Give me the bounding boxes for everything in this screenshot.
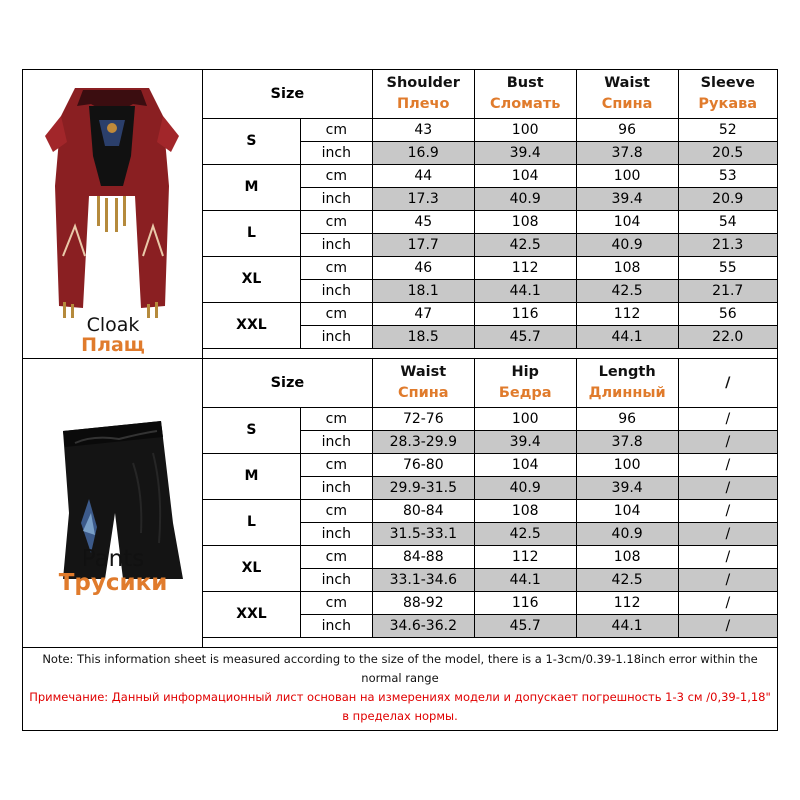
- pants-image-cell: [23, 359, 203, 647]
- note-english: Note: This information sheet is measured according to the size of the model, there is a 1-3cm/0.39-1.18inch error within the normal range: [42, 652, 758, 685]
- measurement-value: 20.9: [678, 187, 777, 210]
- pants-caption: [23, 547, 203, 595]
- measurement-value: 112: [576, 302, 678, 325]
- col-label-en: Waist: [400, 364, 447, 381]
- measurement-value: 46: [372, 256, 474, 279]
- measurement-value: 100: [474, 407, 576, 430]
- measurement-value: 100: [576, 453, 678, 476]
- cloak-image-cell: [23, 70, 203, 358]
- unit-label: cm: [300, 545, 372, 568]
- col-label-ru: Плечо: [396, 95, 450, 112]
- measurement-value: 52: [678, 118, 777, 141]
- unit-label: inch: [300, 430, 372, 453]
- measurement-value: 40.9: [576, 522, 678, 545]
- col-label-en: Waist: [604, 75, 650, 92]
- size-label: XL: [203, 545, 301, 591]
- size-label: S: [203, 118, 301, 164]
- measurement-value: 42.5: [474, 233, 576, 256]
- col-label-en: Hip: [511, 364, 539, 381]
- measurement-value: 44.1: [576, 325, 678, 348]
- measurement-value: 21.7: [678, 279, 777, 302]
- unit-label: inch: [300, 476, 372, 499]
- measurement-value: /: [678, 430, 777, 453]
- measurement-value: 72-76: [372, 407, 474, 430]
- unit-label: cm: [300, 591, 372, 614]
- pants-col-empty: [678, 359, 777, 407]
- measurement-value: 104: [576, 210, 678, 233]
- measurement-value: 17.7: [372, 233, 474, 256]
- measurement-value: 37.8: [576, 141, 678, 164]
- unit-label: inch: [300, 279, 372, 302]
- unit-label: cm: [300, 118, 372, 141]
- measurement-value: 47: [372, 302, 474, 325]
- size-label: XXL: [203, 302, 301, 348]
- measurement-value: /: [678, 614, 777, 637]
- col-label-en: Bust: [506, 75, 544, 92]
- pants-label-en: Pants: [81, 546, 145, 572]
- measurement-value: 22.0: [678, 325, 777, 348]
- pants-col-length: [576, 359, 678, 407]
- unit-label: cm: [300, 302, 372, 325]
- measurement-value: 116: [474, 591, 576, 614]
- pants-section: [23, 359, 777, 648]
- measurement-value: 45.7: [474, 614, 576, 637]
- pants-row-s-cm: [203, 407, 778, 430]
- measurement-value: 42.5: [474, 522, 576, 545]
- size-label: L: [203, 499, 301, 545]
- measurement-value: 100: [576, 164, 678, 187]
- cloak-size-table: [202, 70, 777, 349]
- cloak-row-xl-cm: [203, 256, 778, 279]
- col-label-en: Length: [598, 364, 656, 381]
- cloak-col-shoulder: [372, 70, 474, 118]
- measurement-value: /: [678, 407, 777, 430]
- measurement-value: /: [678, 591, 777, 614]
- note-section: [23, 648, 777, 726]
- measurement-value: 18.1: [372, 279, 474, 302]
- measurement-value: 104: [474, 164, 576, 187]
- measurement-value: 53: [678, 164, 777, 187]
- cloak-label-ru: Плащ: [81, 333, 145, 356]
- measurement-value: 42.5: [576, 568, 678, 591]
- size-chart: [22, 69, 778, 731]
- measurement-value: 112: [576, 591, 678, 614]
- measurement-value: 80-84: [372, 499, 474, 522]
- measurement-value: /: [678, 522, 777, 545]
- unit-label: inch: [300, 568, 372, 591]
- measurement-value: 39.4: [474, 141, 576, 164]
- cloak-col-sleeve: [678, 70, 777, 118]
- measurement-value: 33.1-34.6: [372, 568, 474, 591]
- size-label: XL: [203, 256, 301, 302]
- measurement-value: 40.9: [474, 476, 576, 499]
- measurement-value: /: [678, 545, 777, 568]
- unit-label: cm: [300, 453, 372, 476]
- size-label: XXL: [203, 591, 301, 637]
- col-label-ru: Рукава: [698, 95, 758, 112]
- unit-label: cm: [300, 210, 372, 233]
- col-label-ru: Спина: [397, 384, 449, 401]
- pants-label-ru: Трусики: [58, 570, 168, 597]
- pants-col-waist: [372, 359, 474, 407]
- pants-row-l-cm: [203, 499, 778, 522]
- measurement-value: 43: [372, 118, 474, 141]
- pants-row-m-cm: [203, 453, 778, 476]
- measurement-value: 44.1: [576, 614, 678, 637]
- unit-label: inch: [300, 233, 372, 256]
- measurement-value: 40.9: [576, 233, 678, 256]
- measurement-value: 42.5: [576, 279, 678, 302]
- measurement-value: 44.1: [474, 279, 576, 302]
- col-label-ru: Сломать: [489, 95, 561, 112]
- cloak-caption: [23, 316, 203, 356]
- measurement-value: 108: [576, 545, 678, 568]
- measurement-value: 44.1: [474, 568, 576, 591]
- cloak-label-en: Cloak: [86, 314, 140, 336]
- unit-label: cm: [300, 164, 372, 187]
- measurement-value: 45: [372, 210, 474, 233]
- unit-label: inch: [300, 187, 372, 210]
- unit-label: cm: [300, 407, 372, 430]
- pants-size-header: Size: [203, 359, 373, 407]
- measurement-value: 104: [576, 499, 678, 522]
- col-label-ru: Бедра: [498, 384, 552, 401]
- cloak-size-header: Size: [203, 70, 373, 118]
- measurement-value: /: [678, 499, 777, 522]
- measurement-value: 39.4: [576, 187, 678, 210]
- note-russian: Примечание: Данный информационный лист основан на измерениях модели и допускает погрешность 1-3 см /0,39-1,18" в пределах нормы.: [29, 690, 771, 723]
- measurement-value: 20.5: [678, 141, 777, 164]
- measurement-value: 100: [474, 118, 576, 141]
- unit-label: cm: [300, 256, 372, 279]
- measurement-value: 88-92: [372, 591, 474, 614]
- measurement-value: 39.4: [576, 476, 678, 499]
- cloak-col-bust: [474, 70, 576, 118]
- measurement-value: 16.9: [372, 141, 474, 164]
- pants-row-xl-cm: [203, 545, 778, 568]
- measurement-value: 18.5: [372, 325, 474, 348]
- cloak-row-m-cm: [203, 164, 778, 187]
- col-label-en: Sleeve: [700, 75, 755, 92]
- measurement-value: 44: [372, 164, 474, 187]
- size-label: M: [203, 453, 301, 499]
- measurement-value: /: [678, 453, 777, 476]
- measurement-value: 28.3-29.9: [372, 430, 474, 453]
- cloak-row-s-cm: [203, 118, 778, 141]
- measurement-value: 34.6-36.2: [372, 614, 474, 637]
- pants-row-xxl-cm: [203, 591, 778, 614]
- measurement-value: 56: [678, 302, 777, 325]
- measurement-value: 108: [474, 210, 576, 233]
- size-label: L: [203, 210, 301, 256]
- col-label-ru: Спина: [601, 95, 653, 112]
- pants-size-table: [202, 359, 777, 638]
- measurement-value: 40.9: [474, 187, 576, 210]
- measurement-value: 108: [576, 256, 678, 279]
- unit-label: inch: [300, 325, 372, 348]
- col-label-ru: Длинный: [588, 384, 666, 401]
- measurement-value: 84-88: [372, 545, 474, 568]
- size-label: M: [203, 164, 301, 210]
- measurement-value: 76-80: [372, 453, 474, 476]
- measurement-value: 112: [474, 545, 576, 568]
- measurement-value: 96: [576, 407, 678, 430]
- cloak-row-l-cm: [203, 210, 778, 233]
- unit-label: inch: [300, 522, 372, 545]
- measurement-value: 21.3: [678, 233, 777, 256]
- measurement-value: /: [678, 568, 777, 591]
- measurement-value: 104: [474, 453, 576, 476]
- measurement-value: 37.8: [576, 430, 678, 453]
- unit-label: inch: [300, 614, 372, 637]
- measurement-value: 17.3: [372, 187, 474, 210]
- measurement-value: 39.4: [474, 430, 576, 453]
- col-label-en: Shoulder: [386, 75, 460, 92]
- measurement-value: 54: [678, 210, 777, 233]
- measurement-value: 108: [474, 499, 576, 522]
- measurement-value: 29.9-31.5: [372, 476, 474, 499]
- cloak-row-xxl-cm: [203, 302, 778, 325]
- measurement-value: 45.7: [474, 325, 576, 348]
- measurement-value: 31.5-33.1: [372, 522, 474, 545]
- size-label: S: [203, 407, 301, 453]
- col-label-en: /: [725, 374, 731, 391]
- cloak-image: [23, 76, 201, 321]
- measurement-value: 116: [474, 302, 576, 325]
- measurement-value: 96: [576, 118, 678, 141]
- cloak-col-waist: [576, 70, 678, 118]
- measurement-value: /: [678, 476, 777, 499]
- measurement-value: 112: [474, 256, 576, 279]
- unit-label: inch: [300, 141, 372, 164]
- measurement-value: 55: [678, 256, 777, 279]
- unit-label: cm: [300, 499, 372, 522]
- pants-col-hip: [474, 359, 576, 407]
- cloak-section: [23, 70, 777, 359]
